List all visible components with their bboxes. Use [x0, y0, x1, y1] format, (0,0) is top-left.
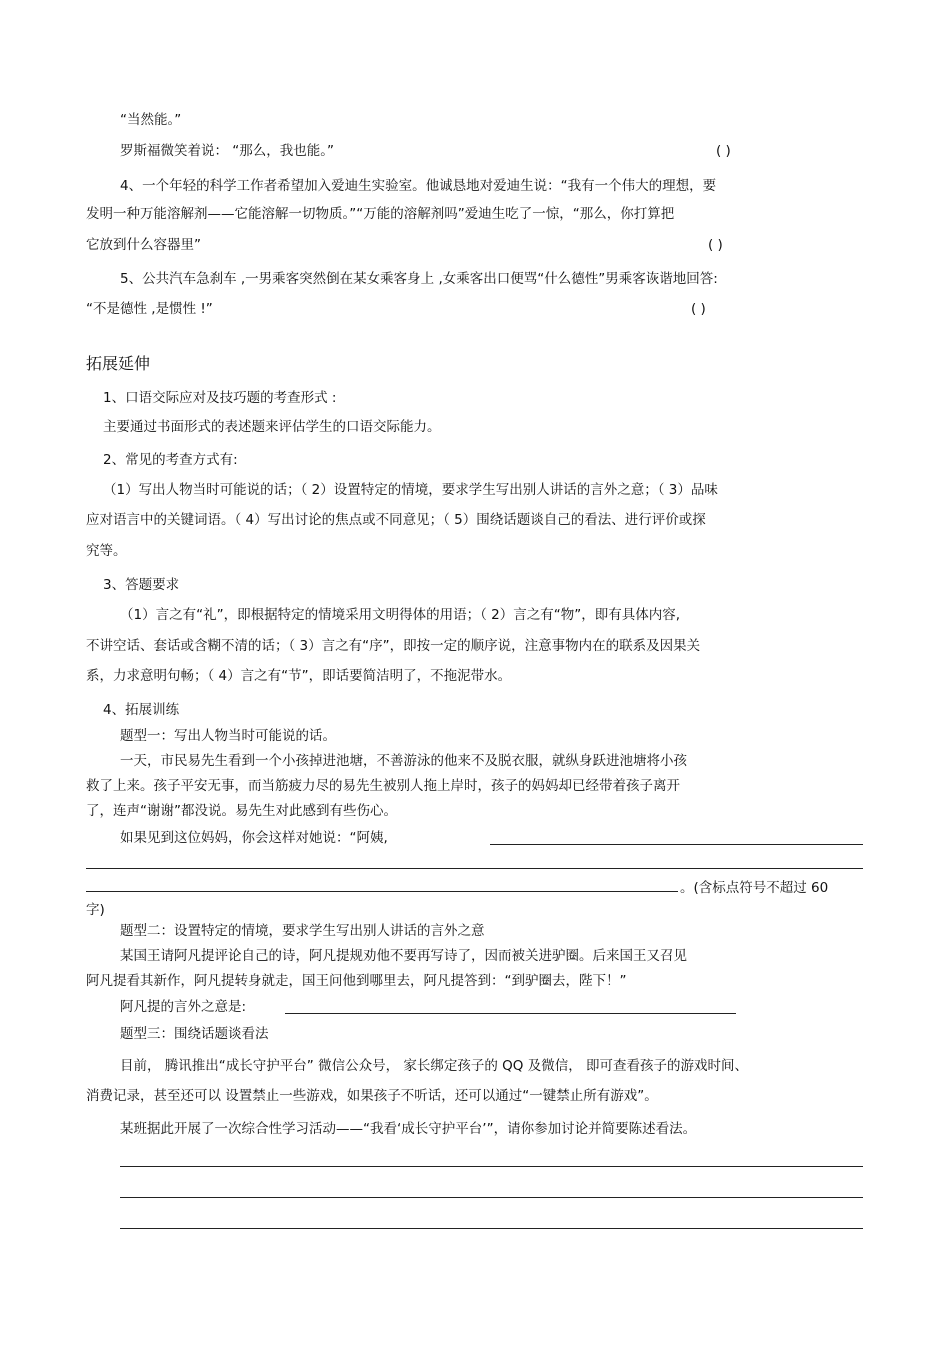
- type-2-story-1: 某国王请阿凡提评论自己的诗，阿凡提规劝他不要再写诗了，因而被关进驴圈。后来国王又召见: [120, 948, 687, 964]
- type-1-story-2: 救了上来。孩子平安无事，而当筋疲力尽的易先生被别人拖上岸时，孩子的妈妈却已经带着孩子离开: [86, 778, 680, 794]
- point-3-body-1: （1）言之有“礼”，即根据特定的情境采用文明得体的用语；（ 2）言之有“物”，即有具体内容,: [120, 607, 680, 623]
- point-2-body-1: （1）写出人物当时可能说的话；（ 2）设置特定的情境，要求学生写出别人讲话的言外之意；（ 3）品味: [103, 482, 718, 498]
- item-4-line-2: 发明一种万能溶解剂——它能溶解一切物质。”“万能的溶解剂吗”爱迪生吃了一惊，“那么，你打算把: [86, 206, 675, 222]
- point-2-body-3: 究等。: [86, 543, 127, 559]
- answer-line-7[interactable]: [120, 1228, 863, 1229]
- word-limit-note: 。(含标点符号不超过 60: [680, 880, 829, 896]
- answer-paren-3: ( ): [691, 301, 706, 317]
- word-limit-note-end: 字): [86, 902, 105, 918]
- item-4-line-1: 4、一个年轻的科学工作者希望加入爱迪生实验室。他诚恳地对爱迪生说：“我有一个伟大的理想，要: [120, 178, 717, 194]
- answer-line-3[interactable]: [86, 891, 678, 892]
- type-1-title: 题型一：写出人物当时可能说的话。: [120, 728, 336, 744]
- point-3-body-2: 不讲空话、套话或含糊不清的话；（ 3）言之有“序”，即按一定的顺序说，注意事物内在的联系及因果关: [86, 638, 701, 654]
- type-2-title: 题型二：设置特定的情境，要求学生写出别人讲话的言外之意: [120, 923, 485, 939]
- point-3-body-3: 系，力求意明句畅；（ 4）言之有“节”，即话要简洁明了，不拖泥带水。: [86, 668, 512, 684]
- answer-paren-1: ( ): [716, 143, 731, 159]
- answer-paren-2: ( ): [708, 237, 723, 253]
- point-2-title: 2、常见的考查方式有:: [103, 452, 238, 468]
- point-3-title: 3、答题要求: [103, 577, 180, 593]
- section-title: 拓展延伸: [86, 354, 151, 373]
- point-4-title: 4、拓展训练: [103, 702, 180, 718]
- item-5-line-2: “不是德性 ,是惯性 !”: [86, 301, 213, 317]
- answer-line-1[interactable]: [490, 844, 863, 845]
- answer-line-4[interactable]: [285, 1013, 736, 1014]
- answer-line-6[interactable]: [120, 1197, 863, 1198]
- type-2-prompt: 阿凡提的言外之意是:: [120, 999, 247, 1015]
- type-1-story-3: 了，连声“谢谢”都没说。易先生对此感到有些伤心。: [86, 803, 397, 819]
- quote-line-2: 罗斯福微笑着说： “那么，我也能。”: [120, 143, 335, 159]
- type-3-prompt: 某班据此开展了一次综合性学习活动——“我看‘成长守护平台’”，请你参加讨论并简要陈述看法。: [120, 1121, 697, 1137]
- quote-line-1: “当然能。”: [120, 112, 182, 128]
- type-3-title: 题型三：围绕话题谈看法: [120, 1026, 269, 1042]
- item-4-line-3: 它放到什么容器里”: [86, 237, 201, 253]
- point-1-body: 主要通过书面形式的表述题来评估学生的口语交际能力。: [103, 419, 441, 435]
- answer-line-2[interactable]: [86, 868, 863, 869]
- item-5-line-1: 5、公共汽车急刹车 ,一男乘客突然倒在某女乘客身上 ,女乘客出口便骂“什么德性”男乘客诙谐地回答:: [120, 271, 718, 287]
- point-2-body-2: 应对语言中的关键词语。（ 4）写出讨论的焦点或不同意见；（ 5）围绕话题谈自己的看法、进行评价或探: [86, 512, 706, 528]
- type-3-story-1: 目前， 腾讯推出“成长守护平台” 微信公众号， 家长绑定孩子的 QQ 及微信， 即可查看孩子的游戏时间、: [120, 1058, 748, 1074]
- point-1-title: 1、口语交际应对及技巧题的考查形式 :: [103, 390, 337, 406]
- type-1-prompt: 如果见到这位妈妈，你会这样对她说：“阿姨,: [120, 830, 388, 846]
- answer-line-5[interactable]: [120, 1166, 863, 1167]
- type-3-story-2: 消费记录，甚至还可以 设置禁止一些游戏，如果孩子不听话，还可以通过“一键禁止所有游戏”。: [86, 1088, 658, 1104]
- type-2-story-2: 阿凡提看其新作，阿凡提转身就走，国王问他到哪里去，阿凡提答到：“到驴圈去，陛下！”: [86, 973, 627, 989]
- type-1-story-1: 一天，市民易先生看到一个小孩掉进池塘，不善游泳的他来不及脱衣服，就纵身跃进池塘将小孩: [120, 753, 687, 769]
